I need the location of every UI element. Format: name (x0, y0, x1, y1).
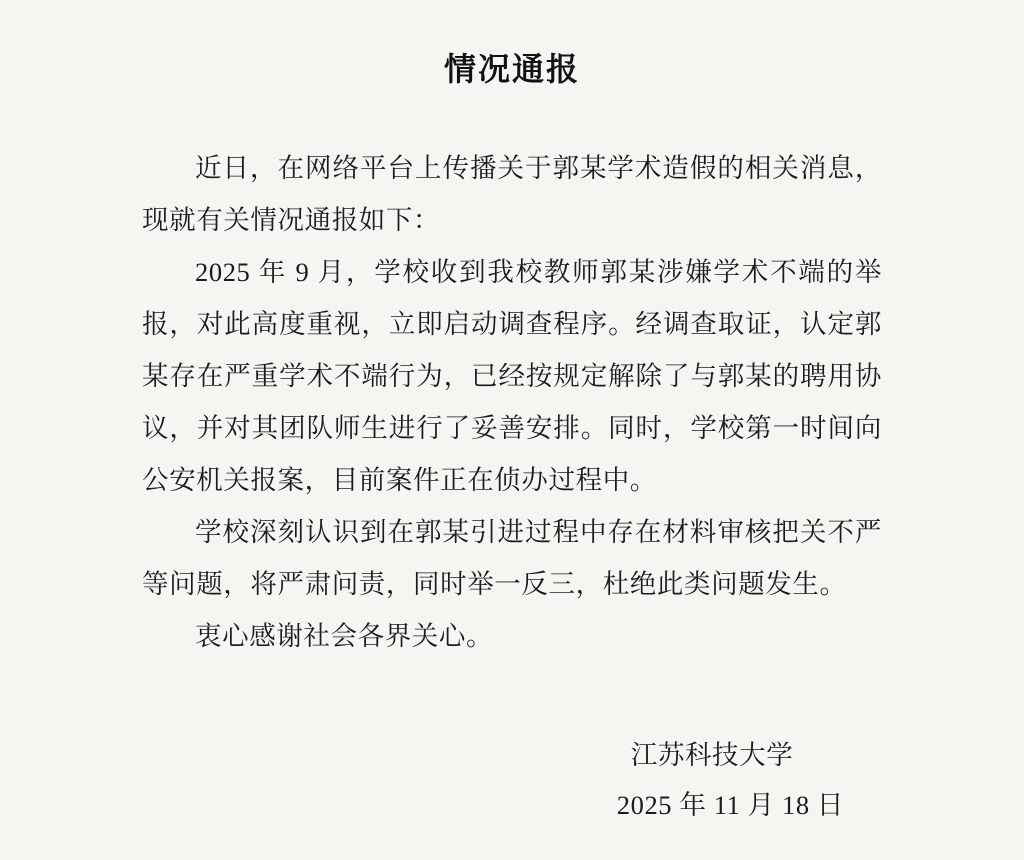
signature-organization: 江苏科技大学 (630, 740, 794, 770)
paragraph: 2025 年 9 月，学校收到我校教师郭某涉嫌学术不端的举报，对此高度重视，立即启动调查程序。经调查取证，认定郭某存在严重学术不端行为，已经按规定解除了与郭某的聘用协议，并对其团队师生进行了妥善安排。同时，学校第一时间向公安机关报案，目前案件正在侦办过程中。 (142, 257, 882, 495)
signature-block (617, 730, 844, 830)
page-title: 情况通报 (443, 51, 580, 87)
document-body (142, 90, 882, 662)
signature-date: 2025 年 11 月 18 日 (616, 790, 844, 820)
paragraph: 学校深刻认识到在郭某引进过程中存在材料审核把关不严等问题，将严肃问责，同时举一反三，杜绝此类问题发生。 (142, 517, 882, 599)
paragraph: 近日，在网络平台上传播关于郭某学术造假的相关消息，现就有关情况通报如下： (142, 153, 882, 235)
paragraph: 衷心感谢社会各界关心。 (195, 621, 494, 651)
